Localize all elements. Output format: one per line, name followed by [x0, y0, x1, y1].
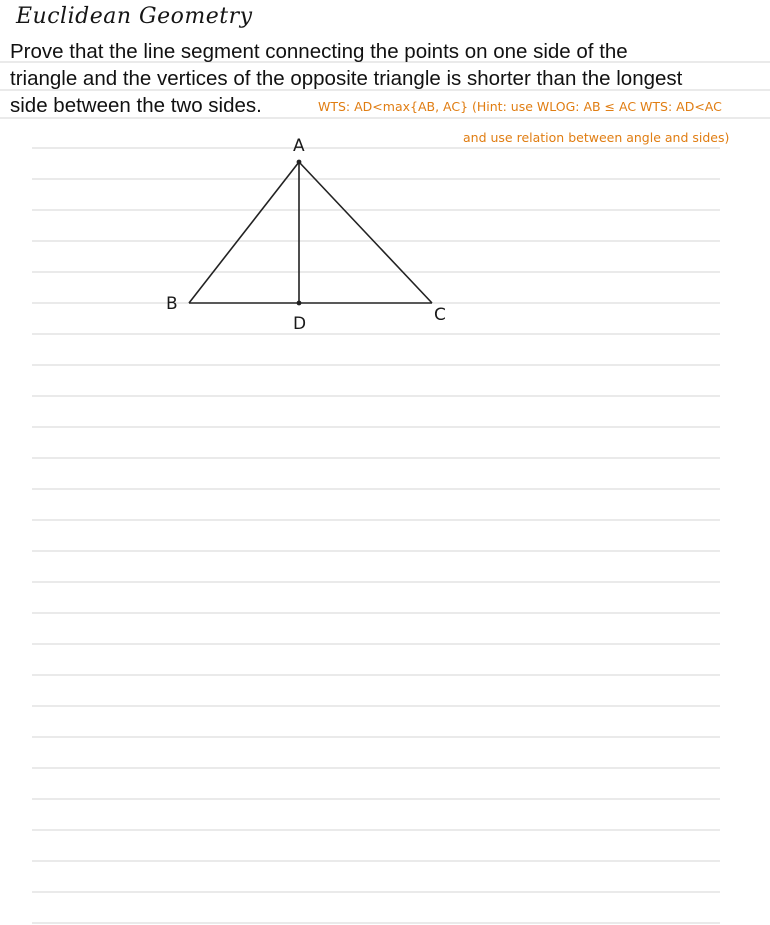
problem-line-3: side between the two sides. [10, 94, 262, 117]
page-title: Euclidean Geometry [16, 4, 253, 29]
wts-annotation: WTS: AD<max{AB, AC} (Hint: use WLOG: AB ≤ AC WTS: AD<AC [318, 99, 722, 114]
problem-line-2: triangle and the vertices of the opposite triangle is shorter than the longest [10, 67, 683, 90]
point-d-dot [297, 301, 302, 306]
side-ab [189, 162, 299, 303]
vertex-label-d: D [293, 314, 307, 334]
point-a-dot [297, 160, 302, 165]
vertex-label-b: B [166, 294, 178, 314]
vertex-label-a: A [293, 136, 305, 156]
vertex-label-c: C [434, 305, 446, 325]
side-ac [299, 162, 432, 303]
problem-line-1: Prove that the line segment connecting the points on one side of the [10, 40, 628, 63]
hint-annotation: and use relation between angle and sides) [463, 130, 730, 145]
